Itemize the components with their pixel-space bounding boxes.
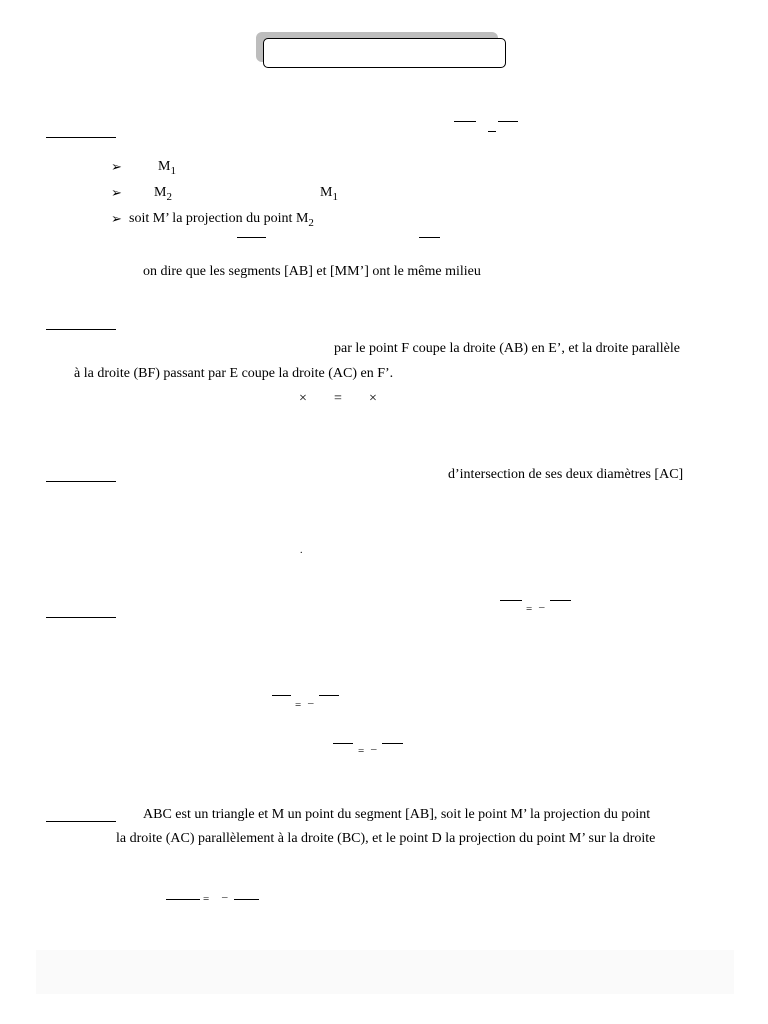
- exercise-2-text-line-2: à la droite (BF) passant par E coupe la droite (AC) en F’.: [74, 366, 394, 381]
- exercise-3-heading-underline: [46, 481, 116, 482]
- footer-band: [36, 950, 734, 994]
- minus-symbol: –: [308, 697, 314, 709]
- point-m2-label: $M_2$: [154, 185, 172, 203]
- fraction-bar: [382, 743, 403, 744]
- exercise-2-text-line-1: par le point F coupe la droite (AB) en E’, et la droite parallèle: [334, 341, 680, 356]
- exercise-5-text-line-1: ABC est un triangle et M un point du segment [AB], soit le point M’ la projection du point: [143, 807, 651, 822]
- dot-mark: .: [300, 545, 303, 556]
- fraction-bar: [319, 695, 339, 696]
- fraction-bar: [234, 899, 259, 900]
- equals-symbol: =: [334, 391, 342, 406]
- times-symbol: ×: [299, 391, 307, 406]
- vector-bar: [237, 237, 266, 238]
- exercise-4-heading-underline: [46, 617, 116, 618]
- times-symbol: ×: [369, 391, 377, 406]
- fraction-bar: [454, 121, 476, 122]
- conclusion-text: on dire que les segments [AB] et [MM’] ont le même milieu: [143, 264, 481, 279]
- exercise-5-heading-underline: [46, 821, 116, 822]
- projection-text: soit M’ la projection du point $M_2$: [129, 211, 314, 229]
- equals-symbol: =: [358, 745, 365, 757]
- equals-symbol: =: [295, 699, 302, 711]
- bullet-icon: ➢: [111, 185, 122, 200]
- point-m1-label: $M_1$: [320, 185, 338, 203]
- equals-symbol: =: [526, 603, 533, 615]
- exercise-2-heading-underline: [46, 329, 116, 330]
- minus-symbol: –: [539, 601, 545, 613]
- point-m1-label: $M_1$: [158, 159, 176, 177]
- minus-symbol: –: [222, 891, 228, 903]
- exercise-3-text-line-1: d’intersection de ses deux diamètres [AC]: [448, 467, 684, 482]
- fraction-bar: [500, 600, 522, 601]
- equals-symbol: =: [203, 893, 210, 905]
- exercise-5-text-line-2: la droite (AC) parallèlement à la droite (BC), et le point D la projection du point M’ sur la droite: [116, 831, 656, 846]
- bullet-icon: ➢: [111, 211, 122, 226]
- vector-bar: [419, 237, 440, 238]
- fraction-bar: [166, 899, 200, 900]
- fraction-bar: [550, 600, 571, 601]
- minus-symbol: –: [371, 743, 377, 755]
- fraction-bar: [272, 695, 291, 696]
- exercise-1-heading-underline: [46, 137, 116, 138]
- bullet-icon: ➢: [111, 159, 122, 174]
- title-box: [263, 38, 506, 68]
- fraction-bar: [498, 121, 518, 122]
- fraction-bar: [488, 131, 496, 132]
- fraction-bar: [333, 743, 353, 744]
